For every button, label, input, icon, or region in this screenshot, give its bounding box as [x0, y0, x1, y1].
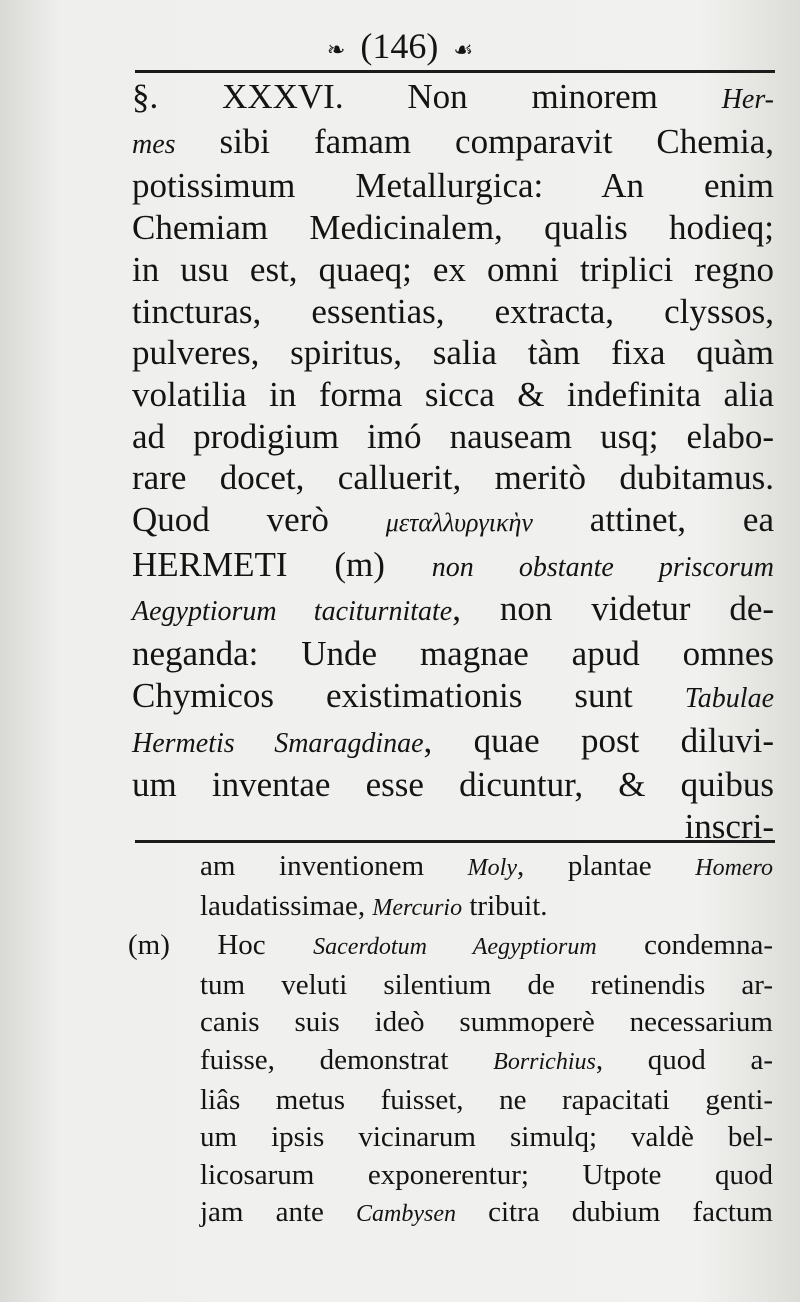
main-text: , non videtur de-	[452, 589, 775, 629]
footnote-text: am inventionem	[200, 850, 468, 882]
main-text: pulveres, spiritus, salia tàm fixa quàm	[132, 333, 774, 373]
main-italic-text: mes	[132, 128, 176, 160]
footnote-text: licosarum exponerentur; Utpote quod	[200, 1158, 773, 1191]
main-text: in usu est, quaeq; ex omni triplici regno	[132, 249, 774, 289]
main-text: volatilia in forma sicca & indefinita alia	[132, 374, 774, 414]
footnote-line	[128, 848, 773, 888]
main-line	[132, 332, 774, 374]
footnote-line	[128, 1042, 773, 1082]
main-line	[132, 544, 774, 589]
main-line	[132, 165, 774, 207]
footnote-italic-text: Mercurio	[372, 894, 463, 921]
footnote-italic-text: Homero	[695, 855, 773, 881]
page-number: (146)	[360, 26, 439, 66]
main-line	[132, 76, 774, 121]
header-rule	[135, 70, 775, 73]
main-line	[132, 249, 774, 291]
main-line	[132, 291, 774, 333]
footnote-italic-text: Cambysen	[356, 1201, 456, 1228]
main-line	[132, 457, 774, 499]
footnote-text: jam ante	[200, 1196, 357, 1229]
main-line	[132, 207, 774, 249]
main-line	[132, 633, 774, 675]
main-text: Chymicos existimationis sunt	[132, 675, 685, 715]
main-text: Quod verò	[132, 500, 386, 540]
main-line	[132, 764, 774, 806]
main-text: sibi famam comparavit Chemia,	[175, 121, 774, 161]
main-text: ad prodigium imó nauseam usq; elabo-	[132, 416, 774, 456]
main-line	[132, 588, 774, 633]
main-text: , quae post diluvi-	[423, 720, 774, 760]
footnote-text: um ipsis vicinarum simulq; valdè bel-	[200, 1121, 773, 1154]
main-text: neganda: Unde magnae apud omnes	[132, 634, 774, 674]
footnote-line	[128, 1194, 773, 1234]
main-line	[132, 416, 774, 458]
main-text: attinet, ea	[532, 500, 774, 540]
footnote-line	[128, 1082, 773, 1120]
footnote-italic-text: Borrichius	[493, 1048, 596, 1075]
page-header	[0, 24, 800, 72]
main-italic-text: Tabulae	[684, 682, 774, 714]
footnote-text: liâs metus fuisset, ne rapacitati genti-	[200, 1083, 773, 1116]
footnote-italic-text: Sacerdotum Aegyptiorum	[313, 934, 597, 961]
footnote-text: tribuit.	[462, 889, 548, 922]
main-italic-text: Her-	[721, 84, 774, 115]
main-text: HERMETI (m)	[132, 544, 432, 584]
footnote-line	[128, 927, 773, 967]
footnote-text: condemna-	[596, 929, 773, 962]
footnote-line	[128, 967, 773, 1005]
footnote-line	[128, 1157, 773, 1195]
main-text	[132, 76, 774, 848]
footnote-text: , plantae	[516, 850, 696, 882]
footnote-text: , quod a-	[595, 1043, 773, 1076]
main-text: rare docet, calluerit, meritò dubitamus.	[132, 458, 774, 498]
footnote-text: laudatissimae,	[200, 889, 373, 922]
footnote-line	[128, 1004, 773, 1042]
footnote-text: tum veluti silentium de retinendis ar-	[200, 968, 773, 1001]
main-text: tincturas, essentias, extracta, clyssos,	[132, 291, 774, 331]
footnote-text: (m) Hoc	[128, 929, 314, 962]
main-text: um inventae esse dicuntur, & quibus	[132, 765, 774, 805]
main-line	[132, 499, 774, 544]
main-text: inscri-	[684, 806, 774, 846]
main-italic-text: Hermetis Smaragdinae	[132, 727, 424, 759]
right-ornament-icon: ☙	[453, 36, 474, 62]
footnote-text: citra dubium factum	[456, 1196, 773, 1229]
footnote-text: canis suis ideò summoperè necessarium	[200, 1006, 773, 1039]
footnote-line	[128, 888, 773, 928]
footnote-line	[128, 1119, 773, 1157]
main-text: potissimum Metallurgica: An enim	[132, 166, 774, 206]
footnote-rule	[135, 840, 775, 843]
main-line	[132, 374, 774, 416]
main-greek-text: μεταλλυργικὴν	[385, 508, 533, 538]
footnote-italic-text: Moly	[467, 855, 517, 881]
left-ornament-icon: ❧	[326, 36, 346, 62]
main-italic-text: Aegyptiorum taciturnitate	[132, 596, 453, 628]
main-text: Chemiam Medicinalem, qualis hodieq;	[132, 208, 774, 248]
footnotes	[128, 848, 773, 1234]
main-italic-text: non obstante priscorum	[431, 551, 774, 583]
footnote-text: fuisse, demonstrat	[200, 1043, 494, 1076]
main-line	[132, 720, 774, 765]
main-text: §. XXXVI. Non minorem	[132, 77, 722, 116]
main-line	[132, 675, 774, 720]
main-line	[132, 121, 774, 166]
